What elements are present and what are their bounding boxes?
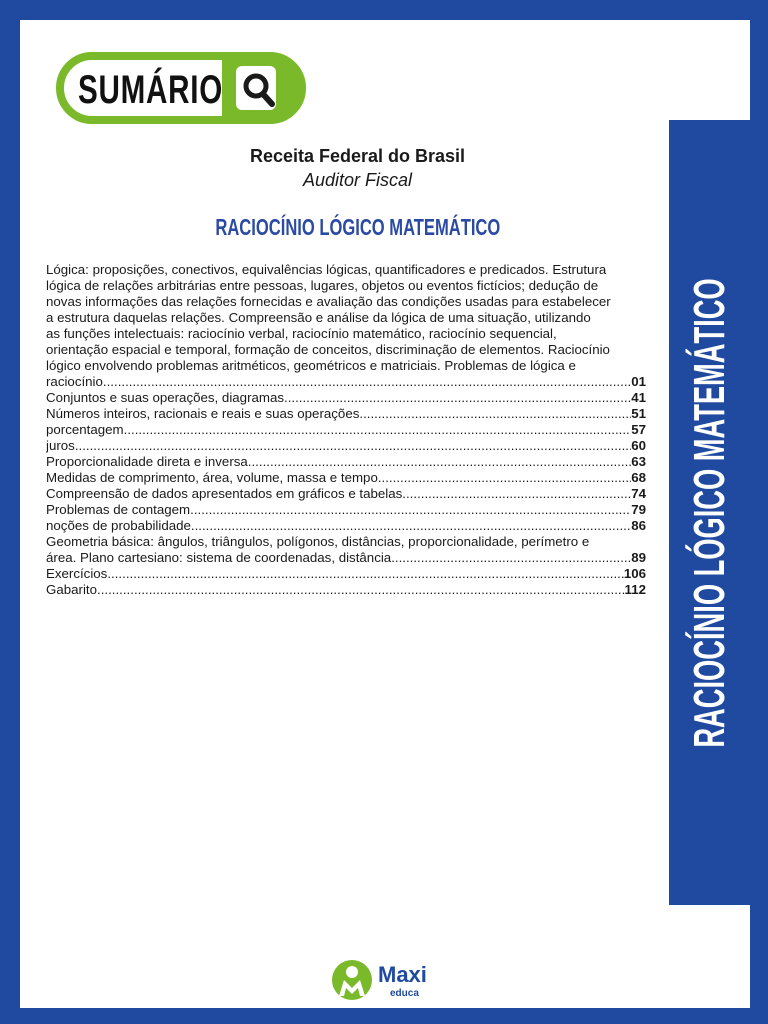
toc-entry-page: 60 xyxy=(631,438,646,453)
side-band xyxy=(669,120,750,905)
toc-entry[interactable] xyxy=(46,502,646,518)
toc-entry-page: 51 xyxy=(631,406,646,421)
toc-entry-line xyxy=(46,438,646,454)
toc-entry-page: 112 xyxy=(624,582,646,597)
toc-leader-dots xyxy=(97,582,625,598)
toc-entry-line xyxy=(46,550,646,566)
toc-entry-label: área. Plano cartesiano: sistema de coordenadas, distância xyxy=(46,550,392,565)
toc-entry-label: Medidas de comprimento, área, volume, massa e tempo xyxy=(46,470,378,485)
toc-leader-dots xyxy=(284,390,631,406)
toc-entry-label: noções de probabilidade xyxy=(46,518,191,533)
toc-entry-line xyxy=(46,518,646,534)
toc-entry-page: 86 xyxy=(631,518,646,533)
toc-entry[interactable] xyxy=(46,422,646,438)
toc-entry-line xyxy=(46,374,646,390)
toc-entry-line xyxy=(46,502,646,518)
toc-leader-dots xyxy=(402,486,631,502)
toc-leader-dots xyxy=(190,502,631,518)
toc-entry[interactable] xyxy=(46,262,646,390)
maxi-educa-logo xyxy=(330,958,450,1004)
toc-entry[interactable] xyxy=(46,582,646,598)
toc-entry[interactable] xyxy=(46,470,646,486)
toc-entry-description-line: Geometria básica: ângulos, triângulos, polígonos, distâncias, proporcionalidade, perímetro e xyxy=(46,534,590,549)
toc-entry-description-line: lógica de relações arbitrárias entre pessoas, lugares, objetos ou eventos fictícios; dedução de xyxy=(46,278,599,293)
toc-leader-dots xyxy=(378,470,631,486)
toc-leader-dots xyxy=(359,406,631,422)
toc-leader-dots xyxy=(191,518,631,534)
organization-title: Receita Federal do Brasil xyxy=(249,146,466,166)
toc-entry-description-line: orientação espacial e temporal, formação de conceitos, discriminação de elementos. Raciocínio xyxy=(46,342,610,357)
table-of-contents xyxy=(46,262,646,598)
toc-entry[interactable] xyxy=(46,486,646,502)
sumario-logo xyxy=(56,52,306,124)
toc-entry-line xyxy=(46,406,646,422)
toc-entry-line xyxy=(46,422,646,438)
toc-entry-line xyxy=(46,454,646,470)
toc-entry-label: Compreensão de dados apresentados em gráficos e tabelas xyxy=(46,486,403,501)
toc-entry-page: 68 xyxy=(631,470,646,485)
toc-entry-line xyxy=(46,486,646,502)
toc-entry-label: porcentagem xyxy=(46,422,124,437)
toc-entry-label: juros xyxy=(46,438,75,453)
subject-title xyxy=(0,214,715,241)
toc-entry[interactable] xyxy=(46,518,646,534)
brand-name: Maxi xyxy=(378,962,427,987)
maxi-person-icon xyxy=(330,958,376,1004)
position-title: Auditor Fiscal xyxy=(302,170,413,190)
toc-entry-label: raciocínio xyxy=(46,374,103,389)
toc-leader-dots xyxy=(103,374,631,390)
toc-entry-label: Proporcionalidade direta e inversa xyxy=(46,454,248,469)
toc-entry-label: Conjuntos e suas operações, diagramas xyxy=(46,390,285,405)
toc-leader-dots xyxy=(124,422,632,438)
brand-sub: educa xyxy=(390,988,419,999)
toc-entry-line xyxy=(46,566,646,582)
toc-entry-description-line: Lógica: proposições, conectivos, equivalências lógicas, quantificadores e predicados. Estrutura xyxy=(46,262,607,277)
toc-entry[interactable] xyxy=(46,566,646,582)
toc-leader-dots xyxy=(75,438,631,454)
toc-entry-page: 89 xyxy=(631,550,646,565)
toc-entry[interactable] xyxy=(46,454,646,470)
toc-entry-description-line: as funções intelectuais: raciocínio verbal, raciocínio matemático, raciocínio sequencial, xyxy=(46,326,557,341)
toc-entry[interactable] xyxy=(46,390,646,406)
toc-entry-label: Problemas de contagem xyxy=(46,502,191,517)
toc-leader-dots xyxy=(391,550,631,566)
magnifier-icon xyxy=(234,64,286,114)
side-band-title xyxy=(685,134,735,891)
toc-entry-description-line: lógico envolvendo problemas aritméticos, geométricos e matriciais. Problemas de lógica e xyxy=(46,358,576,373)
toc-entry-page: 79 xyxy=(631,502,646,517)
toc-leader-dots xyxy=(107,566,623,582)
toc-entry-page: 57 xyxy=(631,422,646,437)
toc-entry-description-line: novas informações das relações fornecidas e avaliação das condições usadas para estabelecer xyxy=(46,294,611,309)
toc-entry[interactable] xyxy=(46,534,646,566)
toc-entry[interactable] xyxy=(46,406,646,422)
subject-title-text: RACIOCÍNIO LÓGICO MATEMÁTICO xyxy=(215,214,500,240)
toc-entry-line xyxy=(46,582,646,598)
toc-entry-page: 106 xyxy=(623,566,646,581)
toc-entry-line xyxy=(46,390,646,406)
sumario-label: SUMÁRIO xyxy=(78,68,223,112)
toc-entry-page: 63 xyxy=(631,454,646,469)
toc-entry-page: 01 xyxy=(631,374,646,389)
toc-entry-label: Números inteiros, racionais e reais e suas operações xyxy=(46,406,360,421)
toc-entry-label: Gabarito xyxy=(46,582,97,597)
toc-entry-label: Exercícios xyxy=(46,566,108,581)
toc-leader-dots xyxy=(248,454,631,470)
toc-entry-line xyxy=(46,470,646,486)
side-band-title-text: RACIOCÍNIO LÓGICO MATEMÁTICO xyxy=(684,277,734,748)
toc-entry[interactable] xyxy=(46,438,646,454)
toc-entry-description-line: a estrutura daquelas relações. Compreensão e análise da lógica de uma situação, utilizando xyxy=(46,310,591,325)
toc-entry-page: 41 xyxy=(631,390,646,405)
toc-entry-page: 74 xyxy=(631,486,646,501)
